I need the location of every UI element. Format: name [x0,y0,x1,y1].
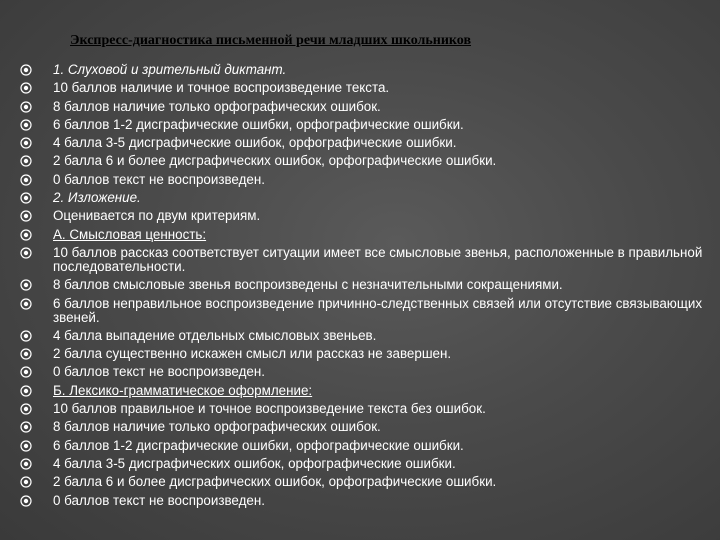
list-item-text: 6 баллов 1-2 дисграфические ошибки, орфографические ошибки. [53,116,464,132]
target-bullet-icon [20,279,32,291]
target-bullet-icon [20,385,32,397]
target-bullet-icon [20,119,32,131]
list-item [20,329,718,343]
target-bullet-icon [20,101,32,113]
list-item [20,154,718,168]
list-item [20,297,718,325]
list-item-text: Б. Лексико-грамматическое оформление: [53,382,313,398]
list-item [20,457,718,471]
target-bullet-icon [20,366,32,378]
list-item [20,420,718,434]
list-item-text: 8 баллов наличие только орфографических ошибок. [53,98,381,114]
list-item-text: 2 балла 6 и более дисграфических ошибок, орфографические ошибки. [53,153,497,169]
list-item-text: 2 балла существенно искажен смысл или рассказ не завершен. [53,346,452,362]
target-bullet-icon [20,298,32,310]
target-bullet-icon [20,421,32,433]
list-item [20,402,718,416]
list-item-text: 6 баллов 1-2 дисграфические ошибки, орфографические ошибки. [53,437,464,453]
list-item-text: 2. Изложение. [53,190,141,206]
target-bullet-icon [20,155,32,167]
target-bullet-icon [20,137,32,149]
list-item-text: 10 баллов рассказ соответствует ситуации имеет все смысловые звенья, расположенные в правильной последовательности. [53,244,703,274]
target-bullet-icon [20,330,32,342]
target-bullet-icon [20,82,32,94]
list-item [20,494,718,508]
list-item [20,173,718,187]
list-item [20,228,718,242]
target-bullet-icon [20,403,32,415]
target-bullet-icon [20,192,32,204]
list-item-text: 8 баллов смысловые звенья воспроизведены с незначительными сокращениями. [53,277,563,293]
slide-title: Экспресс-диагностика письменной речи младших школьников [70,33,472,48]
list-item [20,365,718,379]
list-item [20,191,718,205]
list-item-text: 1. Слуховой и зрительный диктант. [53,62,287,77]
target-bullet-icon [20,174,32,186]
list-item-text: 0 баллов текст не воспроизведен. [53,492,265,508]
list-item [20,136,718,150]
list-item-text: 4 балла 3-5 дисграфических ошибок, орфографические ошибки. [53,455,456,471]
list-item [20,439,718,453]
list-item-text: 10 баллов наличие и точное воспроизведение текста. [53,80,390,96]
list-item-text: 10 баллов правильное и точное воспроизведение текста без ошибок. [53,401,486,417]
list-item [20,246,718,274]
target-bullet-icon [20,476,32,488]
list-item-text: 4 балла 3-5 дисграфические ошибок, орфографические ошибки. [53,135,457,151]
list-item [20,81,718,95]
list-item [20,100,718,114]
list-item-text: 2 балла 6 и более дисграфических ошибок, орфографические ошибки. [53,474,497,490]
list-item [20,209,718,223]
list-item [20,278,718,292]
list-item-text: 8 баллов наличие только орфографических ошибок. [53,419,381,435]
target-bullet-icon [20,247,32,259]
target-bullet-icon [20,229,32,241]
list-item-text: Оценивается по двум критериям. [53,208,261,224]
list-item-text: А. Смысловая ценность: [53,226,207,242]
list-item-text: 0 баллов текст не воспроизведен. [53,171,265,187]
target-bullet-icon [20,440,32,452]
target-bullet-icon [20,210,32,222]
target-bullet-icon [20,64,32,76]
bullet-list [20,63,718,512]
list-item [20,475,718,489]
list-item [20,63,718,77]
list-item [20,384,718,398]
list-item [20,347,718,361]
list-item [20,118,718,132]
list-item-text: 6 баллов неправильное воспроизведение причинно-следственных связей или отсутствие связывающих звеней. [53,295,703,325]
target-bullet-icon [20,348,32,360]
list-item-text: 4 балла выпадение отдельных смысловых звеньев. [53,327,377,343]
target-bullet-icon [20,458,32,470]
target-bullet-icon [20,495,32,507]
list-item-text: 0 баллов текст не воспроизведен. [53,364,265,380]
